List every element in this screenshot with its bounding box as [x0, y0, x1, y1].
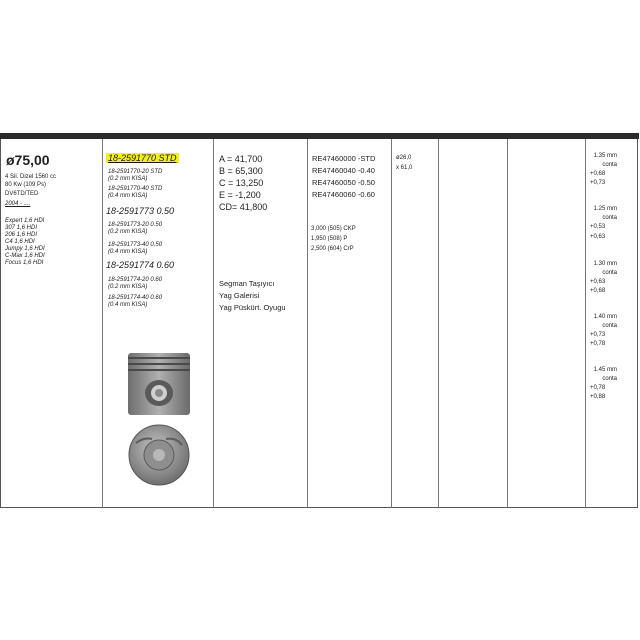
gasket-label: conta [602, 376, 617, 382]
part-variant-note: (0.2 mm KISA) [108, 176, 148, 182]
application-item: 206 1,6 HDI [5, 232, 38, 238]
part-variant-note: (0.2 mm KISA) [108, 284, 148, 290]
part-number-os2: 18-2591774 0.60 [106, 260, 175, 270]
model-year: 2004 - .... [5, 201, 31, 207]
part-number-os1: 18-2591773 0.50 [106, 206, 175, 216]
gasket-thickness: 1.45 mm [593, 367, 617, 373]
bore-diameter: ø75,00 [6, 152, 50, 168]
gasket-label: conta [602, 270, 617, 276]
gasket-value: +0,73 [590, 332, 606, 338]
ring-spec: 2,500 (604) CrP [311, 246, 354, 252]
gasket-label: conta [602, 162, 617, 168]
ring-set: RE47460060 -0.60 [312, 190, 375, 199]
column-divider [438, 139, 439, 508]
gasket-value: +0,78 [590, 385, 606, 391]
gasket-value: +0,63 [590, 234, 606, 240]
application-item: Jumpy 1,6 HDI [5, 246, 45, 252]
feature-item: Yag Püskürt. Oyugu [219, 303, 286, 312]
part-variant-note: (0.4 mm KISA) [108, 249, 148, 255]
dimension-cd: CD= 41,800 [219, 202, 268, 212]
gasket-label: conta [602, 323, 617, 329]
engine-spec: 4 Sil. Dizel 1560 cc [5, 174, 57, 180]
part-variant-note: (0.4 mm KISA) [108, 302, 148, 308]
application-item: 307 1,6 HDI [5, 225, 38, 231]
feature-item: Yag Galerisi [219, 291, 260, 300]
ring-set: RE47460000 -STD [312, 154, 376, 163]
dimension-e: E = -1,200 [219, 190, 261, 200]
ring-set: RE47460050 -0.50 [312, 178, 375, 187]
part-variant: 18-2591770-40 STD [108, 186, 163, 192]
application-item: Expert 1,6 HDI [5, 218, 45, 224]
part-variant: 18-2591774-20 0.60 [108, 277, 163, 283]
column-divider [391, 139, 392, 508]
column-divider [102, 139, 103, 508]
column-divider [507, 139, 508, 508]
gasket-value: +0,78 [590, 341, 606, 347]
part-variant: 18-2591774-40 0.60 [108, 295, 163, 301]
gasket-value: +0,68 [590, 288, 606, 294]
gasket-thickness: 1.25 mm [593, 206, 617, 212]
gasket-thickness: 1.35 mm [593, 153, 617, 159]
pin-length: x 61,0 [396, 165, 413, 171]
application-item: Focus 1,6 HDI [5, 260, 44, 266]
part-variant: 18-2591773-40 0.50 [108, 242, 163, 248]
dimension-a: A = 41,700 [219, 154, 263, 164]
application-item: C4 1,6 HDI [5, 239, 35, 245]
column-divider [213, 139, 214, 508]
gasket-value: +0,73 [590, 180, 606, 186]
gasket-value: +0,53 [590, 224, 606, 230]
gasket-thickness: 1.30 mm [593, 261, 617, 267]
ring-spec: 1,950 (508) P [311, 236, 348, 242]
dimension-b: B = 65,300 [219, 166, 263, 176]
gasket-value: +0,63 [590, 279, 606, 285]
ring-spec: 3,000 (505) CKP [311, 226, 356, 232]
gasket-value: +0,68 [590, 171, 606, 177]
engine-spec: 80 Kw (109 Ps) [5, 182, 47, 188]
application-item: C-Max 1,6 HDI [5, 253, 45, 259]
feature-item: Segman Taşıyıcı [219, 279, 275, 288]
piston-side-view [124, 349, 194, 419]
catalog-sheet [0, 133, 639, 509]
gasket-thickness: 1.40 mm [593, 314, 617, 320]
part-number-std-text: 18-2591770 STD [108, 153, 177, 163]
engine-spec: DV6TD/TED [5, 191, 39, 197]
column-divider [307, 139, 308, 508]
piston-top-view [124, 423, 194, 487]
part-variant: 18-2591773-20 0.50 [108, 222, 163, 228]
part-variant-note: (0.4 mm KISA) [108, 193, 148, 199]
dimension-c: C = 13,250 [219, 178, 264, 188]
part-number-std [106, 154, 179, 163]
gasket-value: +0,88 [590, 394, 606, 400]
pin-diameter: ø26,0 [396, 155, 412, 161]
part-variant: 18-2591770-20 STD [108, 169, 163, 175]
part-variant-note: (0.2 mm KISA) [108, 229, 148, 235]
gasket-label: conta [602, 215, 617, 221]
ring-set: RE47460040 -0.40 [312, 166, 375, 175]
